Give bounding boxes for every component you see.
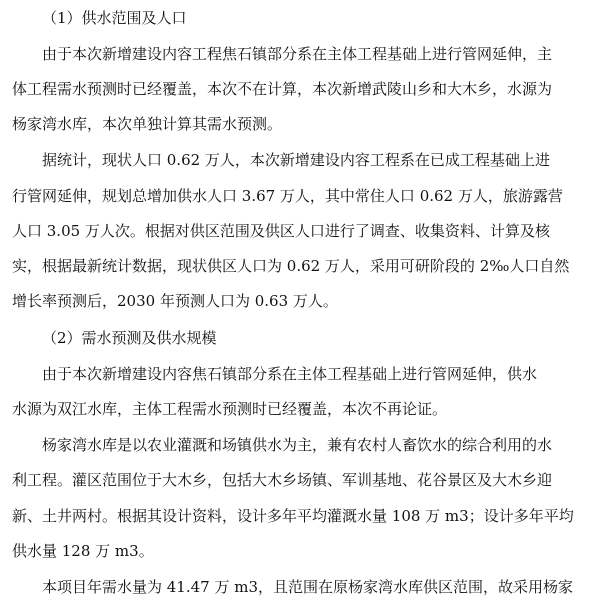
paragraph-line: 供水量 128 万 m3。 xyxy=(12,542,154,560)
paragraph-line: 本项目年需水量为 41.47 万 m3，且范围在原杨家湾水库供区范围，故采用杨家 xyxy=(42,578,574,596)
paragraph-line: 实，根据最新统计数据，现状供区人口为 0.62 万人，采用可研阶段的 2‰人口自然 xyxy=(12,257,570,275)
paragraph-line: 利工程。灌区范围位于大木乡，包括大木乡场镇、军训基地、花谷景区及大木乡迎 xyxy=(12,471,553,489)
paragraph-line: 杨家湾水库是以农业灌溉和场镇供水为主，兼有农村人畜饮水的综合利用的水 xyxy=(42,436,553,454)
paragraph-line: 增长率预测后，2030 年预测人口为 0.63 万人。 xyxy=(12,292,338,310)
paragraph-line: 由于本次新增建设内容工程焦石镇部分系在主体工程基础上进行管网延伸，主 xyxy=(42,45,553,63)
section-heading-water-demand: （2）需水预测及供水规模 xyxy=(42,329,217,347)
paragraph-line: 体工程需水预测时已经覆盖，本次不在计算，本次新增武陵山乡和大木乡，水源为 xyxy=(12,80,553,98)
paragraph-line: 行管网延伸，规划总增加供水人口 3.67 万人，其中常住人口 0.62 万人，旅游露营 xyxy=(12,187,563,205)
paragraph-line: 据统计，现状人口 0.62 万人，本次新增建设内容工程系在已成工程基础上进 xyxy=(42,151,550,169)
paragraph-line: 新、土井两村。根据其设计资料，设计多年平均灌溉水量 108 万 m3；设计多年平均 xyxy=(12,507,574,525)
section-heading-supply-area: （1）供水范围及人口 xyxy=(42,9,187,27)
paragraph-line: 杨家湾水库，本次单独计算其需水预测。 xyxy=(12,115,283,133)
paragraph-line: 水源为双江水库，主体工程需水预测时已经覆盖，本次不再论证。 xyxy=(12,400,448,418)
paragraph-line: 由于本次新增建设内容焦石镇部分系在主体工程基础上进行管网延伸，供水 xyxy=(42,365,538,383)
paragraph-line: 人口 3.05 万人次。根据对供区范围及供区人口进行了调查、收集资料、计算及核 xyxy=(12,222,550,240)
